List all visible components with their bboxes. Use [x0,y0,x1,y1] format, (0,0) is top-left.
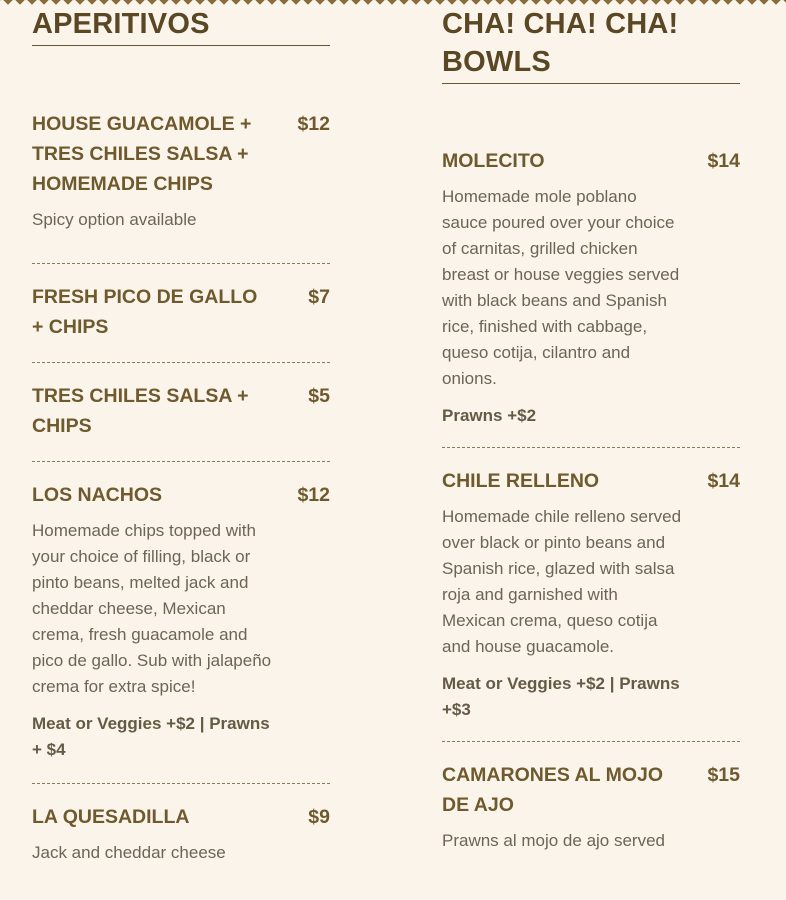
item-divider [32,362,330,363]
section-title-aperitivos: APERITIVOS [32,0,330,46]
item-addon-pricing: Prawns +$2 [442,406,537,425]
item-description: Homemade mole poblano sauce poured over your choice of carnitas, grilled chicken breast or house veggies served with black beans and Spanish rice, finished with cabbage, queso cotija, cilantro and onions. [442,187,680,388]
item-price: $14 [707,470,740,492]
item-price: $9 [308,806,330,828]
item-name: MOLECITO [442,150,545,172]
menu-item-la-quesadilla [32,802,330,866]
bowls-column [442,0,740,854]
item-price: $14 [707,150,740,172]
section-title-bowls: CHA! CHA! CHA! BOWLS [442,0,740,84]
menu-item-house-guacamole [32,109,330,233]
item-description: Homemade chips topped with your choice of filling, black or pinto beans, melted jack and cheddar cheese, Mexican crema, fresh guacamole and pico de gallo. Sub with jalapeño crema for extra spice! [32,521,272,696]
item-name: CAMARONES AL MOJO DE AJO [442,764,664,816]
item-price: $12 [297,484,330,506]
menu-item-tres-chiles-salsa [32,381,330,441]
item-name: HOUSE GUACAMOLE + TRES CHILES SALSA + HOMEMADE CHIPS [32,113,252,195]
item-addon-pricing: Meat or Veggies +$2 | Prawns +$3 [442,674,680,719]
menu-item-molecito [442,146,740,429]
item-price: $12 [297,113,330,135]
item-description: Homemade chile relleno served over black or pinto beans and Spanish rice, glazed with salsa roja and garnished with Mexican crema, queso cotija and house guacamole. [442,507,682,656]
item-description: Prawns al mojo de ajo served [442,831,666,850]
item-name: LOS NACHOS [32,484,163,506]
item-name: FRESH PICO DE GALLO + CHIPS [32,286,258,338]
item-price: $15 [707,764,740,786]
menu-item-camarones-al-mojo-de-ajo [442,760,740,854]
menu-item-chile-relleno [442,466,740,723]
menu-item-pico-de-gallo [32,282,330,342]
item-name: TRES CHILES SALSA + CHIPS [32,385,249,437]
item-description: Jack and cheddar cheese [32,843,226,862]
item-price: $5 [308,385,330,407]
item-divider [442,447,740,448]
item-divider [32,783,330,784]
menu-item-los-nachos [32,480,330,763]
item-divider [442,741,740,742]
item-price: $7 [308,286,330,308]
aperitivos-column [32,0,330,866]
item-name: LA QUESADILLA [32,806,190,828]
item-divider [32,461,330,462]
item-divider [32,263,330,264]
item-addon-pricing: Meat or Veggies +$2 | Prawns + $4 [32,714,270,759]
item-name: CHILE RELLENO [442,470,600,492]
item-description: Spicy option available [32,210,197,229]
